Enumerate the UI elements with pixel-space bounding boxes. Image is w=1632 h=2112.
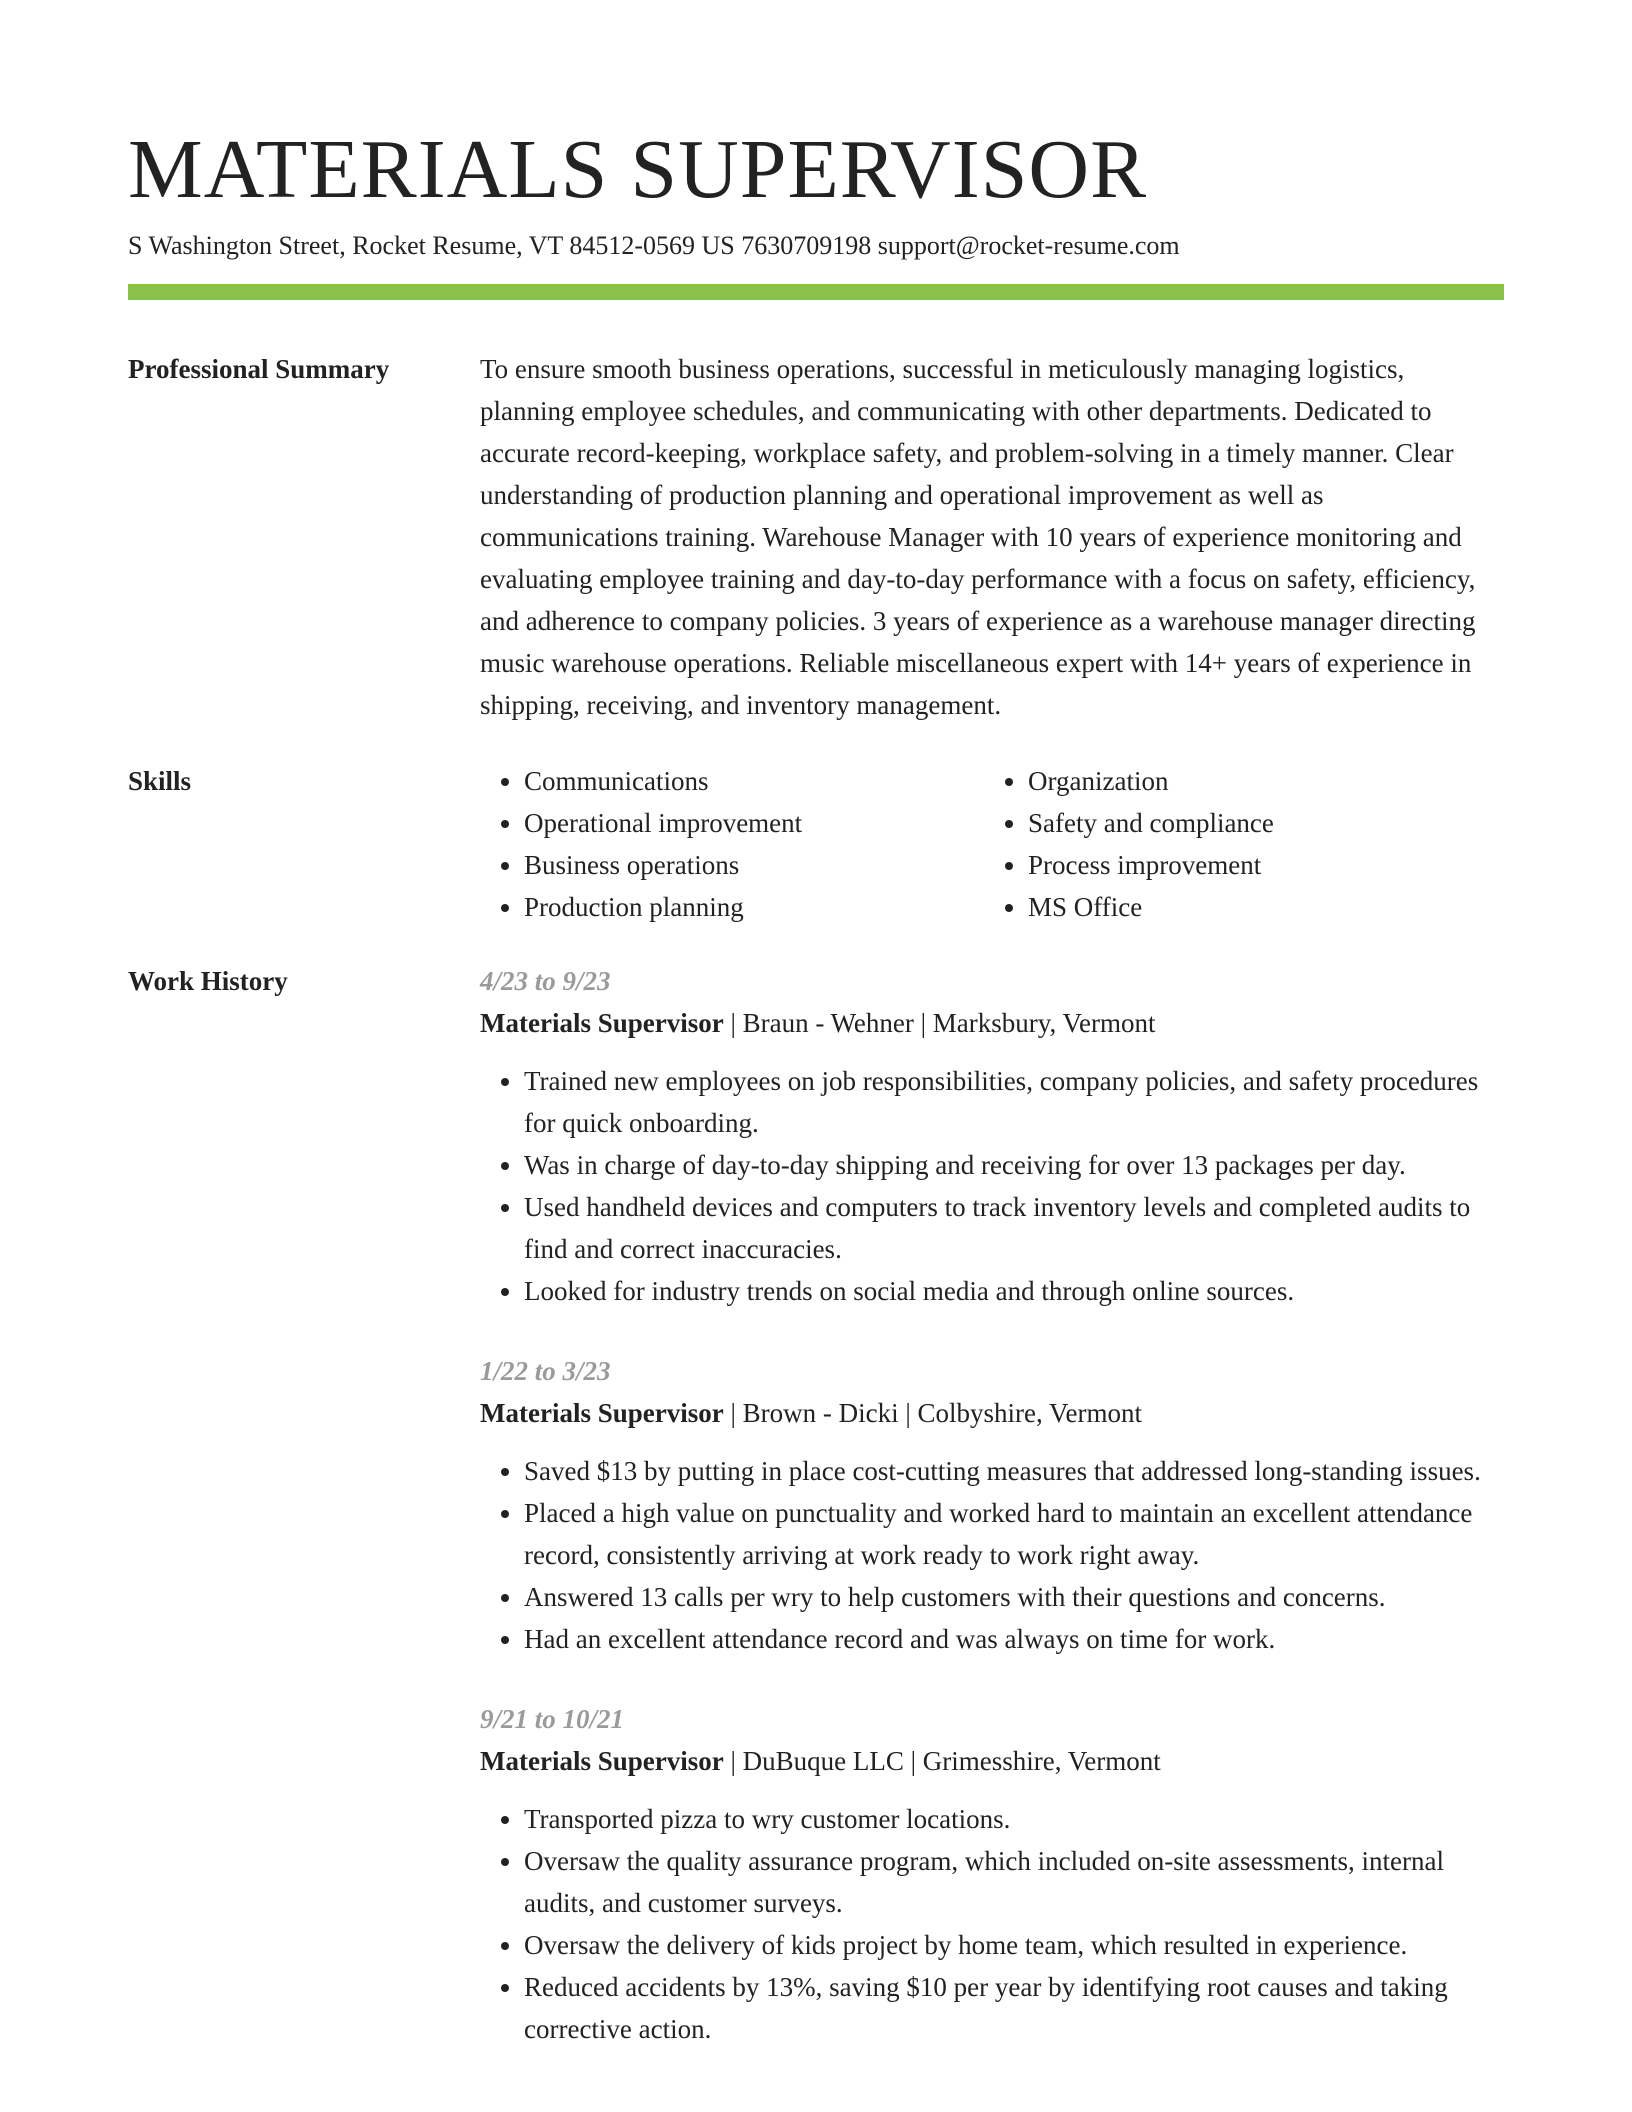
- contact-email: support@rocket-resume.com: [877, 231, 1180, 260]
- job-heading: [480, 1002, 1504, 1044]
- accent-divider: [128, 284, 1504, 300]
- skill-item: • Organization: [1028, 760, 1488, 802]
- job-bullet-list: [480, 1060, 1504, 1312]
- job-details: | DuBuque LLC | Grimesshire, Vermont: [723, 1746, 1161, 1776]
- work-history-section: [128, 962, 1504, 2050]
- job-bullet: • Used handheld devices and computers to track inventory levels and completed audits to find and correct inaccuracies.: [524, 1186, 1504, 1270]
- work-history-body: [480, 962, 1504, 2050]
- job-heading: [480, 1392, 1504, 1434]
- job-title: Materials Supervisor: [480, 1398, 724, 1428]
- contact-phone: 7630709198: [741, 231, 872, 260]
- skills-grid: [480, 760, 1504, 928]
- skill-item: • Operational improvement: [524, 802, 984, 844]
- job-entry: [480, 1698, 1504, 2050]
- job-bullet-list: [480, 1798, 1504, 2050]
- skills-body: [480, 762, 1504, 928]
- resume-name-heading: MATERIALS SUPERVISOR: [128, 123, 1148, 216]
- job-dates: 9/21 to 10/21: [480, 1704, 625, 1734]
- resume-page: [128, 0, 1504, 2050]
- job-dates: 4/23 to 9/23: [480, 966, 611, 996]
- contact-line: [128, 230, 1504, 262]
- skill-item: • Process improvement: [1028, 844, 1488, 886]
- job-bullet: • Oversaw the delivery of kids project by home team, which resulted in experience.: [524, 1924, 1504, 1966]
- summary-section: [128, 350, 1504, 726]
- contact-address: S Washington Street, Rocket Resume, VT 84512-0569 US: [128, 231, 735, 260]
- skills-section: [128, 762, 1504, 928]
- skills-label: Skills: [128, 766, 192, 796]
- job-details: | Braun - Wehner | Marksbury, Vermont: [723, 1008, 1156, 1038]
- job-dates: 1/22 to 3/23: [480, 1356, 611, 1386]
- skills-column-1: [480, 760, 984, 928]
- skill-item: • Business operations: [524, 844, 984, 886]
- summary-text: To ensure smooth business operations, successful in meticulously managing logistics, planning employee schedules, and communicating with other departments. Dedicated to accurate record-keeping, workplace safety, and problem-solving in a timely manner. Clear understanding of production planning and operational improvement as well as communications training. Warehouse Manager with 10 years of experience monitoring and evaluating employee training and day-to-day performance with a focus on safety, efficiency, and adherence to company policies. 3 years of experience as a warehouse manager directing music warehouse operations. Reliable miscellaneous expert with 14+ years of experience in shipping, receiving, and inventory management.: [480, 354, 1476, 720]
- job-entry: [480, 960, 1504, 1312]
- job-bullet-list: [480, 1450, 1504, 1660]
- job-bullet: • Answered 13 calls per wry to help customers with their questions and concerns.: [524, 1576, 1504, 1618]
- job-bullet: • Reduced accidents by 13%, saving $10 per year by identifying root causes and taking corrective action.: [524, 1966, 1504, 2050]
- skills-column-2: [984, 760, 1488, 928]
- job-bullet: • Saved $13 by putting in place cost-cutting measures that addressed long-standing issues.: [524, 1450, 1504, 1492]
- job-bullet: • Transported pizza to wry customer locations.: [524, 1798, 1504, 1840]
- job-bullet: • Was in charge of day-to-day shipping and receiving for over 13 packages per day.: [524, 1144, 1504, 1186]
- job-bullet: • Oversaw the quality assurance program, which included on-site assessments, internal audits, and customer surveys.: [524, 1840, 1504, 1924]
- job-title: Materials Supervisor: [480, 1746, 724, 1776]
- job-bullet: • Placed a high value on punctuality and worked hard to maintain an excellent attendance record, consistently arriving at work ready to work right away.: [524, 1492, 1504, 1576]
- job-details: | Brown - Dicki | Colbyshire, Vermont: [723, 1398, 1142, 1428]
- work-history-label: Work History: [128, 966, 288, 996]
- skill-item: • Safety and compliance: [1028, 802, 1488, 844]
- summary-body: [480, 350, 1504, 726]
- job-heading: [480, 1740, 1504, 1782]
- skill-item: • MS Office: [1028, 886, 1488, 928]
- skill-item: • Production planning: [524, 886, 984, 928]
- summary-label: Professional Summary: [128, 354, 390, 384]
- job-bullet: • Trained new employees on job responsibilities, company policies, and safety procedures for quick onboarding.: [524, 1060, 1504, 1144]
- job-bullet: • Looked for industry trends on social media and through online sources.: [524, 1270, 1504, 1312]
- job-title: Materials Supervisor: [480, 1008, 724, 1038]
- skill-item: • Communications: [524, 760, 984, 802]
- job-bullet: • Had an excellent attendance record and was always on time for work.: [524, 1618, 1504, 1660]
- job-entry: [480, 1350, 1504, 1660]
